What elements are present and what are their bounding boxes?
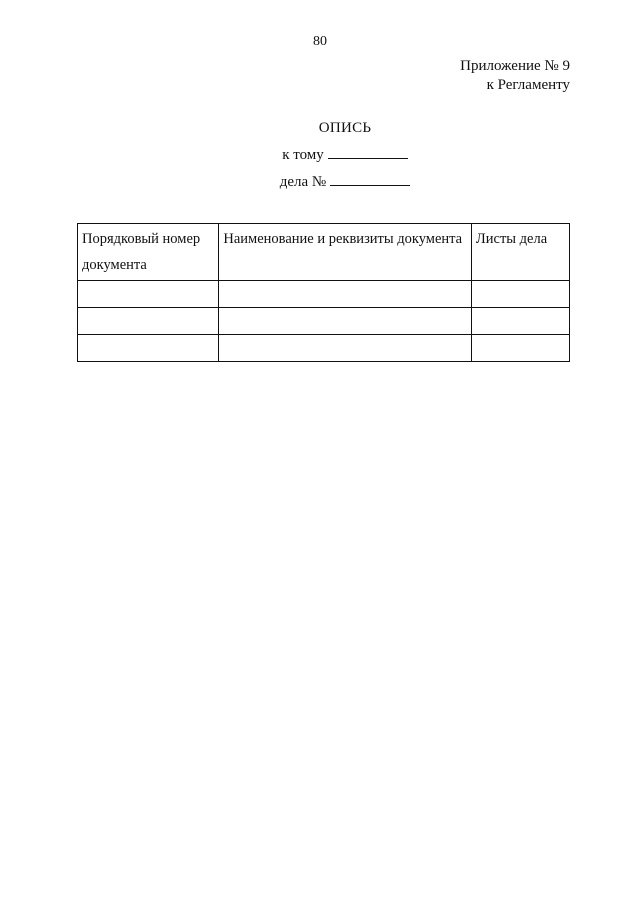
table-row xyxy=(78,281,570,308)
table-cell xyxy=(219,308,472,335)
document-title: ОПИСЬ xyxy=(318,120,372,136)
volume-label: к тому xyxy=(282,147,324,163)
table-cell xyxy=(471,281,569,308)
table-row xyxy=(78,308,570,335)
table-cell xyxy=(471,335,569,362)
appendix-line-2: к Регламенту xyxy=(486,77,570,93)
volume-blank-line xyxy=(328,146,408,159)
appendix-line-1: Приложение № 9 xyxy=(460,58,570,74)
header-document-name: Наименование и реквизиты документа xyxy=(219,224,472,281)
table-cell xyxy=(78,335,219,362)
table-cell xyxy=(471,308,569,335)
volume-field xyxy=(0,146,640,164)
table-cell xyxy=(78,308,219,335)
header-case-sheets: Листы дела xyxy=(471,224,569,281)
inventory-table xyxy=(77,223,570,362)
header-sequence-number: Порядковый номер документа xyxy=(78,224,219,281)
case-blank-line xyxy=(330,173,410,186)
case-field xyxy=(0,173,640,191)
page-number: 80 xyxy=(313,34,327,49)
table-cell xyxy=(78,281,219,308)
case-label: дела № xyxy=(279,174,327,190)
table-cell xyxy=(219,335,472,362)
appendix-note xyxy=(460,57,570,95)
table-row xyxy=(78,335,570,362)
table-header-row xyxy=(78,224,570,281)
table-cell xyxy=(219,281,472,308)
